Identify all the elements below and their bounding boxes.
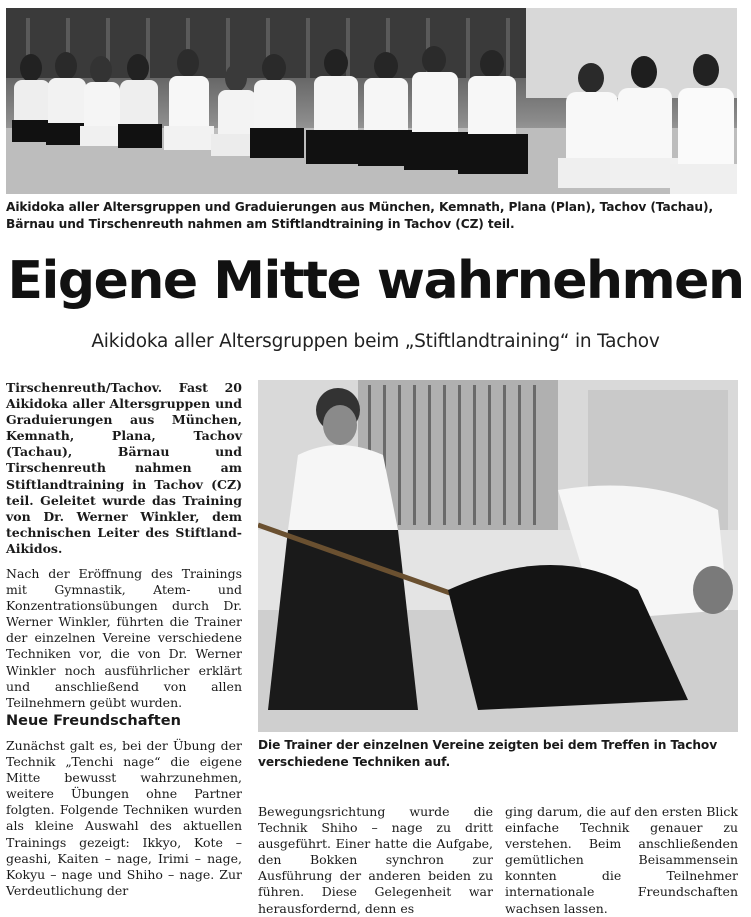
article-lead: Tirschenreuth/Tachov. Fast 20 Aikidoka aller Altersgruppen und Graduierungen aus München, Kemnath, Plana, Tachov (Tachau), Bärnau und Tirschenreuth nahmen am Stiftlandtraining in Tachov (CZ) teil. Geleitet wurde das Training von Dr. Werner Winkler, dem technischen Leiter des Stiftland-Aikidos. [6, 380, 242, 556]
article-subheadline: Aikidoka aller Altersgruppen beim „Stiftlandtraining“ in Tachov [91, 331, 660, 352]
article-paragraph-1: Nach der Eröffnung des Trainings mit Gymnastik, Atem- und Konzentrationsübungen durch Dr. Werner Winkler, führten die Trainer der einzelnen Vereine verschiedene Techniken vor, die von Dr. Werner Winkler noch ausführlicher erklärt und anschließend von allen Teilnehmern geübt wurden. [6, 566, 242, 710]
group-photo [6, 8, 737, 194]
training-photo [258, 380, 738, 732]
article-paragraph-3: Bewegungsrichtung wurde die Technik Shiho – nage zu dritt ausgeführt. Einer hatte die Aufgabe, den Bokken synchron zur Ausführung der anderen beiden zu führen. Diese Gelegenheit war herausfordernd, denn es [258, 804, 493, 916]
article-subheading: Neue Freundschaften [6, 713, 181, 729]
article-paragraph-2: Zunächst galt es, bei der Übung der Technik „Tenchi nage“ die eigene Mitte bewusst wahrzunehmen, weitere Übungen ohne Partner folgten. Folgende Techniken wurden als kleine Auswahl des aktuellen Trainings gezeigt: Ikkyo, Kote – geashi, Kaiten – nage, Irimi – nage, Kokyu – nage und Shiho – nage. Zur Verdeutlichung der [6, 738, 242, 898]
group-photo-illustration [6, 8, 737, 194]
top-photo-caption: Aikidoka aller Altersgruppen und Graduierungen aus München, Kemnath, Plana (Plan), Tachov (Tachau), Bärnau und Tirschenreuth nahmen am Stiftlandtraining in Tachov (CZ) teil. [6, 200, 713, 231]
training-photo-illustration [258, 380, 738, 732]
article-paragraph-4: ging darum, die auf den ersten Blick einfache Technik genauer zu verstehen. Beim anschließenden gemütlichen Beisammensein konnten die Teilnehmer internationale Freundschaften wachsen lassen. [505, 804, 738, 916]
article-headline: Eigene Mitte wahrnehmen [7, 251, 744, 311]
training-photo-caption: Die Trainer der einzelnen Vereine zeigten bei dem Treffen in Tachov verschiedene Techniken auf. [258, 738, 718, 769]
